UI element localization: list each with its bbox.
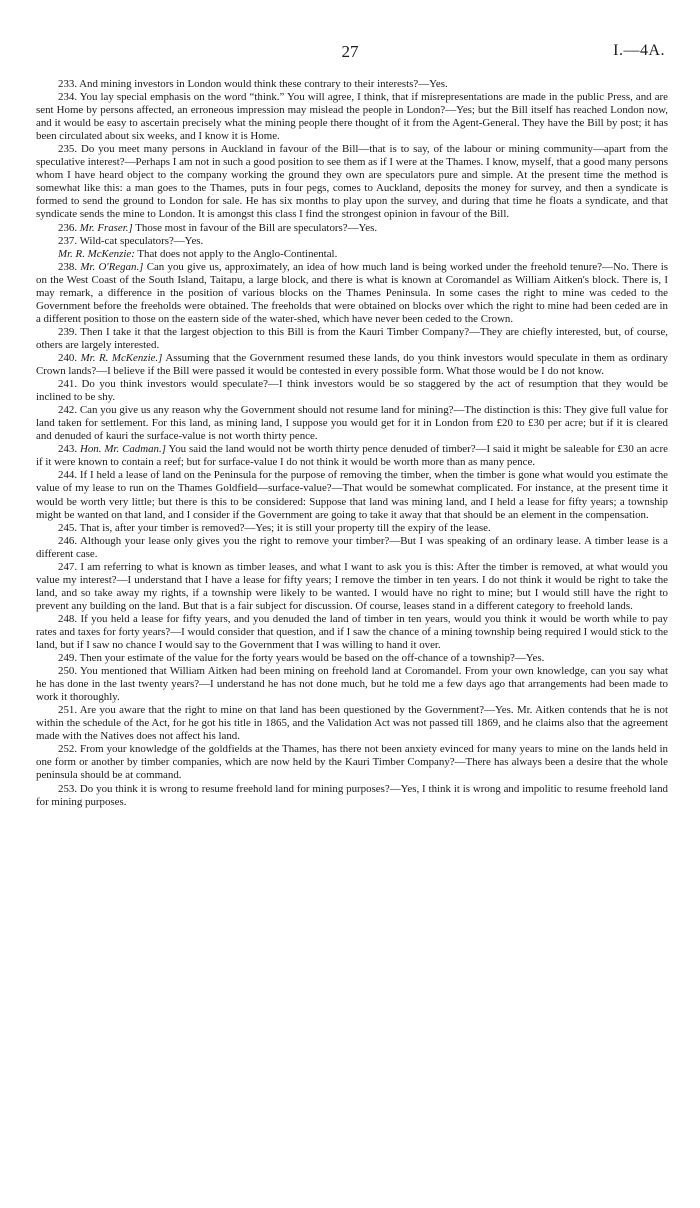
paragraph-238: 238. Mr. O'Regan.] Can you give us, approximately, an idea of how much land is being worked under the freehold tenure?—No. There is on the West Coast of the South Island, Taitapu, a large block, and there is what is known at Coromandel as William Aitken's block. There is, I may remark, a difference in the position of various blocks on the Thames Peninsula. In some cases the right to mine was ceded to the Government before the freeholds were obtained. The freeholds that were obtained on blocks over which the right to mine had been ceded are in a different position to those on the eastern side of the water-shed, which have never been ceded to the Crown. [36, 260, 668, 325]
paragraph-233: 233. And mining investors in London would think these contrary to their interests?—Yes. [58, 78, 448, 90]
paragraph-249: 249. Then your estimate of the value for the forty years would be based on the off-chance of a township?—Yes. [58, 652, 545, 665]
paragraph-236: 236. Mr. Fraser.] Those most in favour of the Bill are speculators?—Yes. [58, 221, 378, 234]
document-reference: I.—4A. [613, 42, 665, 59]
paragraph-247: 247. I am referring to what is known as timber leases, and what I want to ask you is this: After the timber is removed, at what would you value my interest?—I understand that I have a lease for fifty years; I remove the timber in ten years. I do not think it would be right to take the land, and so take away my rights, if a township were likely to be wanted. I would have no right to mine; but I would still have the right to prevent any building on the land. But that is a fair subject for discussion. Of course, leases stand in a different category to freehold lands. [36, 560, 668, 612]
page-number: 27 [341, 42, 359, 61]
speaker-label: Mr. R. McKenzie: [58, 247, 135, 260]
paragraph-239: 239. Then I take it that the largest objection to this Bill is from the Kauri Timber Company?—They are chiefly interested, but, of course, others are largely interested. [36, 325, 668, 351]
speaker-label: Mr. R. McKenzie.] [80, 351, 163, 364]
paragraph-250: 250. You mentioned that William Aitken had been mining on freehold land at Coromandel. From your own knowledge, can you say what he has done in the last twenty years?—I understand he has not done much, but he told me a few days ago that arrangements had been made to work it thoroughly. [36, 665, 668, 704]
speaker-label: Mr. O'Regan.] [80, 260, 144, 273]
paragraph-252: 252. From your knowledge of the goldfields at the Thames, has there not been anxiety evinced for many years to mine on the lands held in one form or another by timber companies, which are now held by the Kauri Timber Company?—There has always been a desire that the whole peninsula should be at command. [36, 743, 668, 782]
document-body [36, 78, 668, 809]
paragraph-interjection: Mr. R. McKenzie: That does not apply to the Anglo-Continental. [58, 247, 338, 260]
paragraph-248: 248. If you held a lease for fifty years, and you denuded the land of timber in ten years, would you think it would be worth while to pay rates and taxes for forty years?—I would consider that question, and if I saw the chance of a mining township being required I would stick to the land, but if I saw no chance I would say to the Government that I was willing to hand it over. [36, 612, 668, 652]
paragraph-253: 253. Do you think it is wrong to resume freehold land for mining purposes?—Yes, I think it is wrong and impolitic to resume freehold land for mining purposes. [36, 782, 668, 808]
paragraph-241: 241. Do you think investors would speculate?—I think investors would be so staggered by the act of resumption that they would be inclined to be shy. [36, 378, 668, 404]
paragraph-243: 243. Hon. Mr. Cadman.] You said the land would not be worth thirty pence denuded of timber?—I said it might be saleable for £30 an acre if it were known to contain a reef; but for surface-value I do not think it would be worth more than as many pence. [36, 443, 668, 469]
speaker-label: Mr. Fraser.] [79, 221, 133, 234]
paragraph-244: 244. If I held a lease of land on the Peninsula for the purpose of removing the timber, when the timber is gone what would you estimate the value of my lease to run on the Thames Goldfield—surface-value?—That would be somewhat complicated. For instance, at the present time it would be worth very little; but there is this to be considered: Suppose that land was mining land, and I held a lease for fifty years; a township might be wanted on that land, and I consider if the Government are going to take it away that that should be an element in the compensation. [36, 469, 668, 521]
paragraph-234: 234. You lay special emphasis on the word “think.” You will agree, I think, that if misrepresentations are made in the public Press, and are sent Home by persons affected, an erroneous impression may mislead the people in London?—Yes; but the Bill itself has reached London now, and it would be easy to ascertain precisely what the mining people there thought of it from the Agent-General. They have the Bill by post; it has been circulated about six weeks, and I know it is Home. [36, 91, 668, 143]
paragraph-237: 237. Wild-cat speculators?—Yes. [58, 234, 204, 247]
paragraph-245: 245. That is, after your timber is removed?—Yes; it is still your property till the expiry of the lease. [58, 521, 491, 534]
paragraph-246: 246. Although your lease only gives you the right to remove your timber?—But I was speaking of an ordinary lease. A timber lease is a different case. [36, 534, 668, 560]
speaker-label: Hon. Mr. Cadman.] [79, 443, 166, 456]
paragraph-235: 235. Do you meet many persons in Auckland in favour of the Bill—that is to say, of the labour or mining community—apart from the speculative interest?—Perhaps I am not in such a good position to see them as if I were at the Thames. I know, myself, that a good many persons whom I have heard object to the company working the ground they own are speculators pure and simple. At the present time the method is somewhat like this: a man goes to the Thames, puts in four pegs, comes to Auckland, deposits the money for survey, and then a syndicate is formed to send the ground to London for sale. He has six months to play upon the survey, and during that time he floats a syndicate, and that syndicate sends the mine to London. It is amongst this class I find the strongest opinion in favour of the Bill. [36, 143, 668, 221]
paragraph-242: 242. Can you give us any reason why the Government should not resume land for mining?—The distinction is this: They give full value for land taken for settlement. For this land, as mining land, I suppose you would get for it in London from £20 to £30 per acre; but if it is cleared and denuded of kauri the surface-value is not worth thirty pence. [36, 404, 668, 443]
paragraph-240: 240. Mr. R. McKenzie.] Assuming that the Government resumed these lands, do you think investors would speculate in them as ordinary Crown lands?—I believe if the Bill were passed it would be contested in every possible form. What those would be I do not know. [36, 351, 669, 378]
paragraph-251: 251. Are you aware that the right to mine on that land has been questioned by the Government?—Yes. Mr. Aitken contends that he is not within the schedule of the Act, for he got his title in 1865, and the Validation Act was not passed till 1869, and he claims also that the agreement made with the Natives does not affect his land. [36, 704, 668, 743]
page-header [0, 42, 700, 62]
